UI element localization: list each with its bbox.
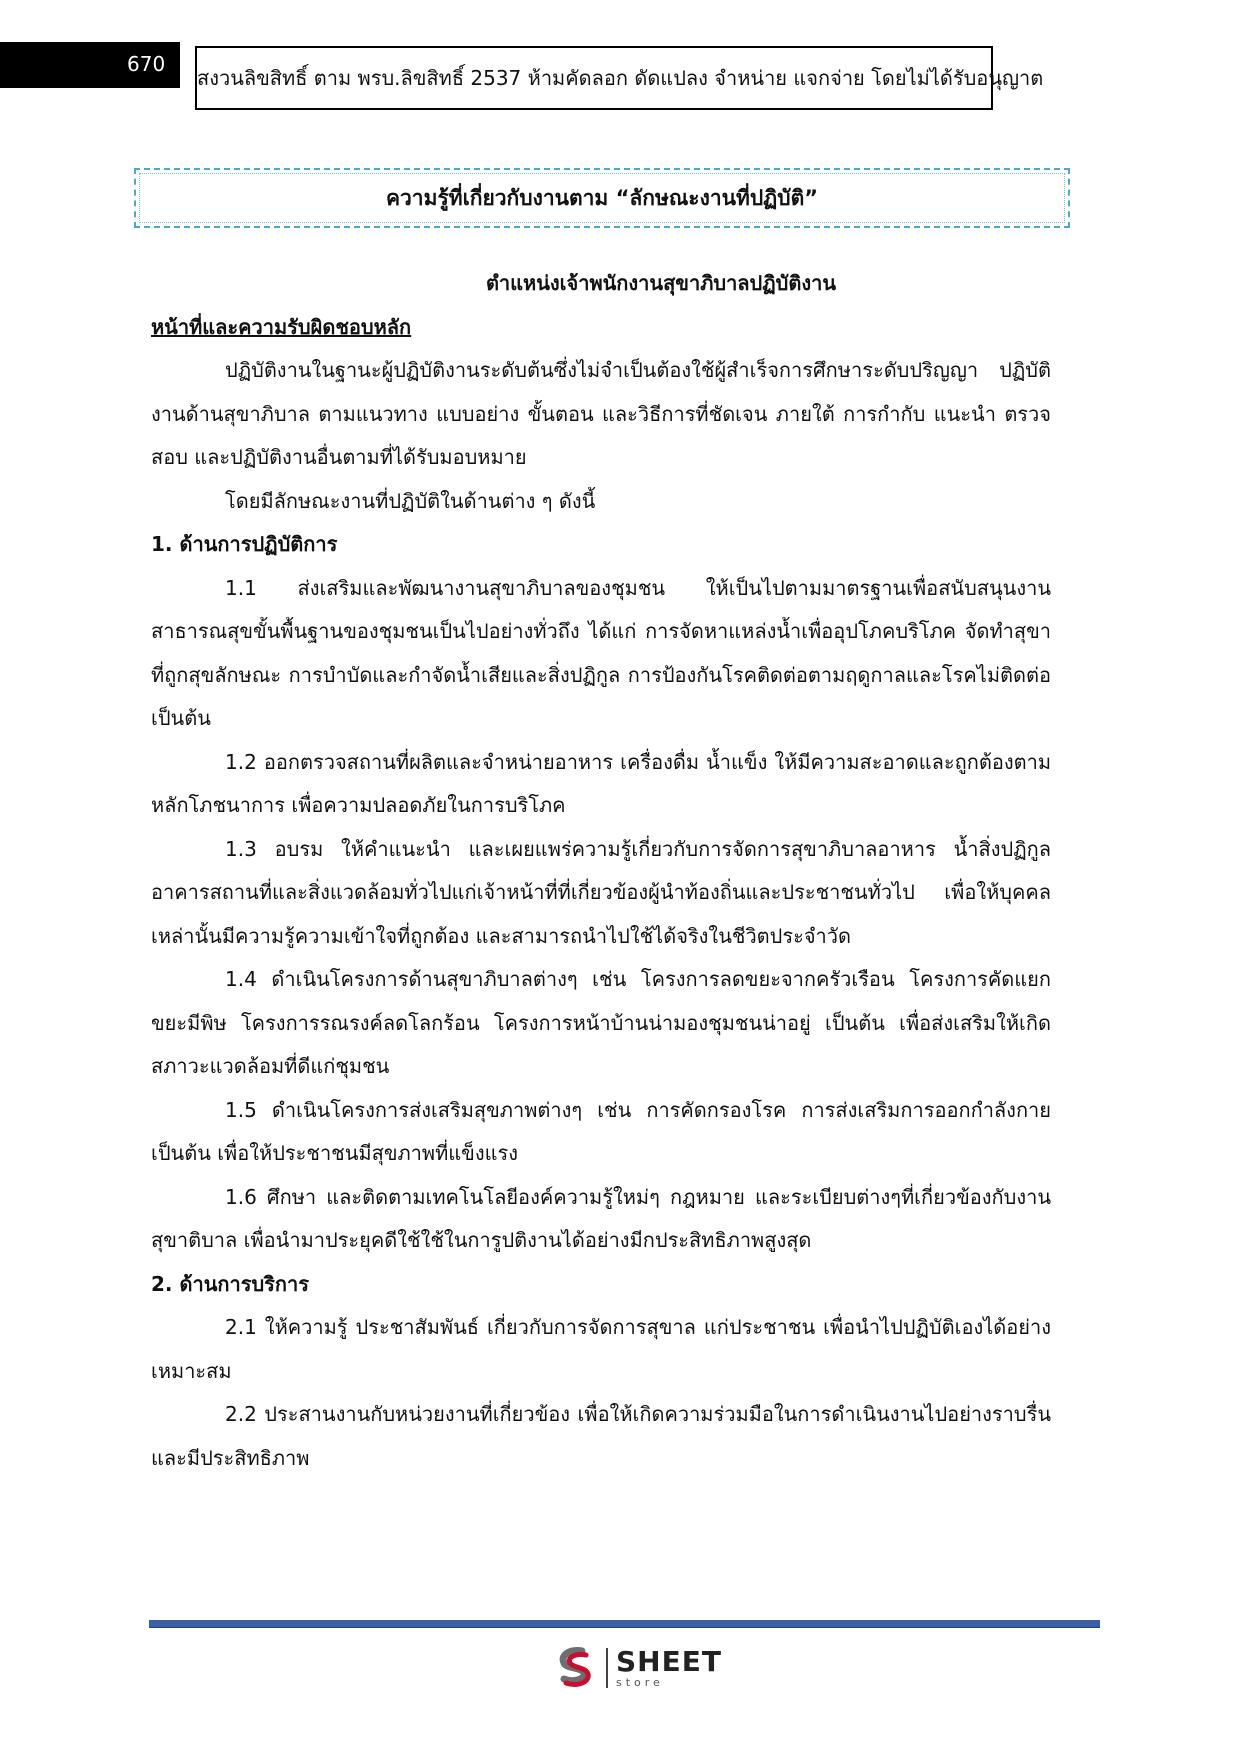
section1-item: 1.4 ดำเนินโครงการด้านสุขาภิบาลต่างๆ เช่น โครงการลดขยะจากครัวเรือน โครงการคัดแยกขยะมีพิษ โครงการรณรงค์ลดโลกร้อน โครงการหน้าบ้านน่ามองชุมชนน่าอยู่ เป็นต้น เพื่อส่งเสริมให้เกิดสภาวะแวดล้อมที่ดีแก่ชุมชน [151,967,1051,1078]
page-number: 670 [127,52,166,76]
section-title: ความรู้ที่เกี่ยวกับงานตาม “ลักษณะงานที่ปฏิบัติ” [134,168,1070,228]
section2-item: 2.2 ประสานงานกับหน่วยงานที่เกี่ยวข้อง เพื่อให้เกิดความร่วมมือในการดำเนินงานไปอย่างราบรื่นและมีประสิทธิภาพ [151,1402,1051,1470]
section1-item: 1.1 ส่งเสริมและพัฒนางานสุขาภิบาลของชุมชน ให้เป็นไปตามมาตรฐานเพื่อสนับสนุนงานสาธารณสุขขั้นพื้นฐานของชุมชนเป็นไปอย่างทั่วถึง ได้แก่ การจัดหาแหล่งน้ำเพื่ออุปโภคบริโภค จัดทำสุขาที่ถูกสุขลักษณะ การบำบัดและกำจัดน้ำเสียและสิ่งปฏิกูล การป้องกันโรคติดต่อตามฤดูกาลและโรคไม่ติดต่อ เป็นต้น [151,575,1051,730]
document-body [151,262,1051,1480]
page-number-block [0,42,180,88]
logo-sub-text: store [616,1676,664,1689]
logo-divider [606,1648,608,1688]
section1-heading: 1. ด้านการปฏิบัติการ [151,532,338,556]
position-title: ตำแหน่งเจ้าพนักงานสุขาภิบาลปฏิบัติงาน [485,271,837,295]
section1-item: 1.6 ศึกษา และติดตามเทคโนโลยีองค์ความรู้ใหม่ๆ กฎหมาย และระเบียบต่างๆที่เกี่ยวข้องกับงานสุขาติบาล เพื่อนำมาประยุคดีใช้ใช้ในการูปติงานได้อย่างมีกประสิทธิภาพสูงสุด [151,1184,1051,1252]
section1-item: 1.2 ออกตรวจสถานที่ผลิตและจำหน่ายอาหาร เครื่องดื่ม น้ำแข็ง ให้มีความสะอาดและถูกต้องตามหลักโภชนาการ เพื่อความปลอดภัยในการบริโภค [151,749,1051,817]
logo-main-text: SHEET [616,1645,722,1678]
section2-heading: 2. ด้านการบริการ [151,1271,309,1296]
footer-divider [149,1620,1100,1627]
section1-item: 1.5 ดำเนินโครงการส่งเสริมสุขภาพต่างๆ เช่น การคัดกรองโรค การส่งเสริมการออกกำลังกาย เป็นต้น เพื่อให้ประชาชนมีสุขภาพที่แข็งแรง [151,1097,1051,1165]
section1-item: 1.3 อบรม ให้คำแนะนำ และเผยแพร่ความรู้เกี่ยวกับการจัดการสุขาภิบาลอาหาร น้ำสิ่งปฏิกูล อาคารสถานที่และสิ่งแวดล้อมทั่วไปแก่เจ้าหน้าที่ที่เกี่ยวข้องผู้นำท้องถิ่นและประชาชนทั่วไป เพื่อให้บุคคลเหล่านั้นมีความรู้ความเข้าใจที่ถูกต้อง และสามารถนำไปใช้ได้จริงในชีวิตประจำวัด [151,836,1051,948]
duties-heading: หน้าที่และความรับผิดชอบหลัก [151,314,412,339]
intro-line: โดยมีลักษณะงานที่ปฏิบัติในด้านต่าง ๆ ดังนี้ [225,488,596,513]
sheet-store-logo [552,1645,722,1691]
s-mark-icon [552,1645,598,1691]
intro-paragraph: ปฏิบัติงานในฐานะผู้ปฏิบัติงานระดับต้นซึ่งไม่จำเป็นต้องใช้ผู้สำเร็จการศึกษาระดับปริญญา ปฏิบัติงานด้านสุขาภิบาล ตามแนวทาง แบบอย่าง ขั้นตอน และวิธีการที่ชัดเจน ภายใต้ การกำกับ แนะนำ ตรวจสอบ และปฏิบัติงานอื่นตามที่ได้รับมอบหมาย [151,358,1051,469]
copyright-notice: สงวนลิขสิทธิ์ ตาม พรบ.ลิขสิทธิ์ 2537 ห้ามคัดลอก ดัดแปลง จำหน่าย แจกจ่าย โดยไม่ได้รับอนุญาต [195,46,993,110]
logo-wordmark [616,1645,722,1689]
section2-item: 2.1 ให้ความรู้ ประชาสัมพันธ์ เกี่ยวกับการจัดการสุขาล แก่ประชาชน เพื่อนำไปปฏิบัติเองได้อย่างเหมาะสม [151,1315,1051,1383]
